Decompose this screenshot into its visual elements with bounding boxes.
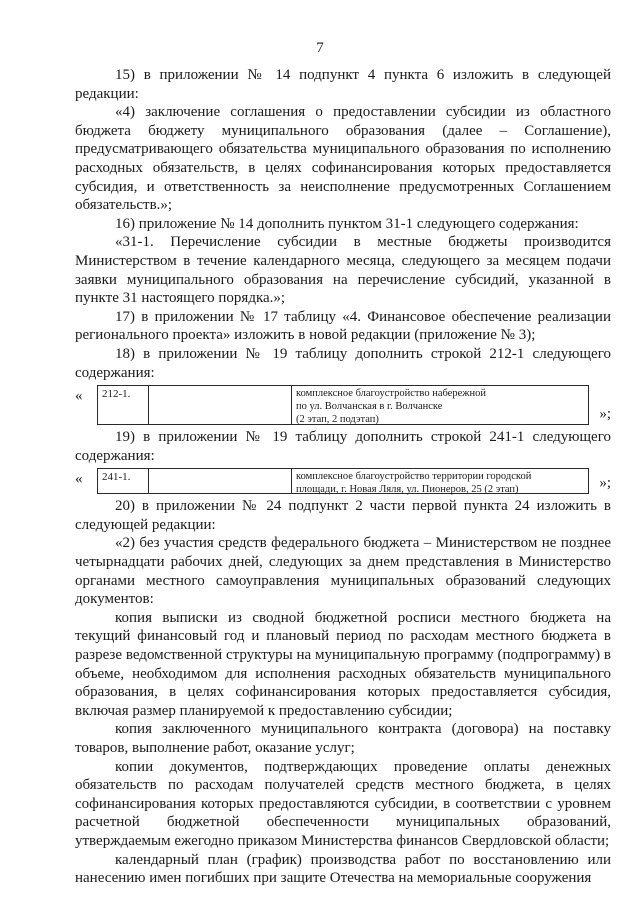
empty-cell	[149, 386, 292, 424]
description-cell	[292, 386, 588, 424]
paragraph-15-text: «4) заключение соглашения о предоставлении субсидии из областного бюджета бюджету муниципального образования (далее – Соглашение), предусматривающего обязательства муниципального образования по исполнению расходных обязательств, в целях софинансирования которых предоставляется субсидия, и ответственность за неисполнение предусмотренных Соглашением обязательств.»;	[75, 104, 611, 214]
row-number-cell: 241-1.	[98, 469, 149, 493]
close-quote: »;	[599, 474, 611, 491]
paragraph-15: 15) в приложении № 14 подпункт 4 пункта 6 изложить в следующей редакции:	[75, 67, 611, 102]
document-body	[75, 66, 611, 888]
table-row-212-1	[75, 383, 611, 427]
open-quote: «	[75, 388, 83, 405]
description-line: комплексное благоустройство территории городской	[296, 471, 532, 483]
list-item-calendar-plan: календарный план (график) производства работ по восстановлению или нанесению имен погибших при защите Отечества на мемориальные сооружения	[75, 851, 611, 887]
table-box	[97, 468, 589, 494]
list-item-contract-copy: копия заключенного муниципального контракта (договора) на поставку товаров, выполнение работ, оказание услуг;	[75, 721, 611, 756]
page-number: 7	[316, 40, 324, 56]
empty-cell	[149, 469, 292, 493]
description-line: по ул. Волчанская в г. Волчанске	[296, 401, 443, 413]
table-row-241-1	[75, 466, 611, 496]
paragraph-16-text: «31-1. Перечисление субсидии в местные бюджеты производится Министерством в течение календарного месяца, следующего за месяцем подачи заявки муниципального образования на перечисление субсидий, указанной в пункте 31 настоящего порядка.»;	[75, 234, 611, 307]
description-line: комплексное благоустройство набережной	[296, 388, 486, 400]
table-box	[97, 385, 589, 425]
paragraph-17: 17) в приложении № 17 таблицу «4. Финансовое обеспечение реализации регионального проекта» изложить в новой редакции (приложение № 3);	[75, 308, 611, 344]
description-cell	[292, 469, 588, 496]
paragraph-18: 18) в приложении № 19 таблицу дополнить строкой 212-1 следующего содержания:	[75, 345, 611, 381]
open-quote: «	[75, 471, 83, 488]
paragraph-20: 20) в приложении № 24 подпункт 2 части первой пункта 24 изложить в следующей редакции:	[75, 498, 611, 533]
paragraph-20-text: «2) без участия средств федерального бюджета – Министерством не позднее четырнадцати рабочих дней, следующих за днем представления в Министерство органами местного самоуправления муниципальных образований следующих документов:	[75, 535, 611, 608]
paragraph-19: 19) в приложении № 19 таблицу дополнить строкой 241-1 следующего содержания:	[75, 429, 611, 464]
list-item-payment-documents: копии документов, подтверждающих проведение оплаты денежных обязательств по расходам получателей средств местного бюджета, в целях софинансирования которых предоставляются субсидии, в соответствии с уровнем расчетной бюджетной обеспеченности муниципальных образований, утверждаемым ежегодно приказом Министерства финансов Свердловской области;	[75, 758, 611, 849]
list-item-budget-extract: копия выписки из сводной бюджетной росписи местного бюджета на текущий финансовый год и плановый период по расходам местного бюджета в разрезе ведомственной структуры на муниципальную программу (подпрограмму) в объеме, необходимом для исполнения расходных обязательств муниципального образования, в целях софинансирования которых предоставляется субсидия, включая размер планируемой к предоставлению субсидии;	[75, 609, 611, 719]
description-line: площади, г. Новая Ляля, ул. Пионеров, 25 (2 этап)	[296, 484, 519, 496]
paragraph-16: 16) приложение № 14 дополнить пунктом 31-1 следующего содержания:	[115, 215, 579, 232]
close-quote: »;	[599, 405, 611, 422]
row-number-cell: 212-1.	[98, 386, 149, 424]
description-line: (2 этап, 2 подэтап)	[296, 414, 379, 426]
